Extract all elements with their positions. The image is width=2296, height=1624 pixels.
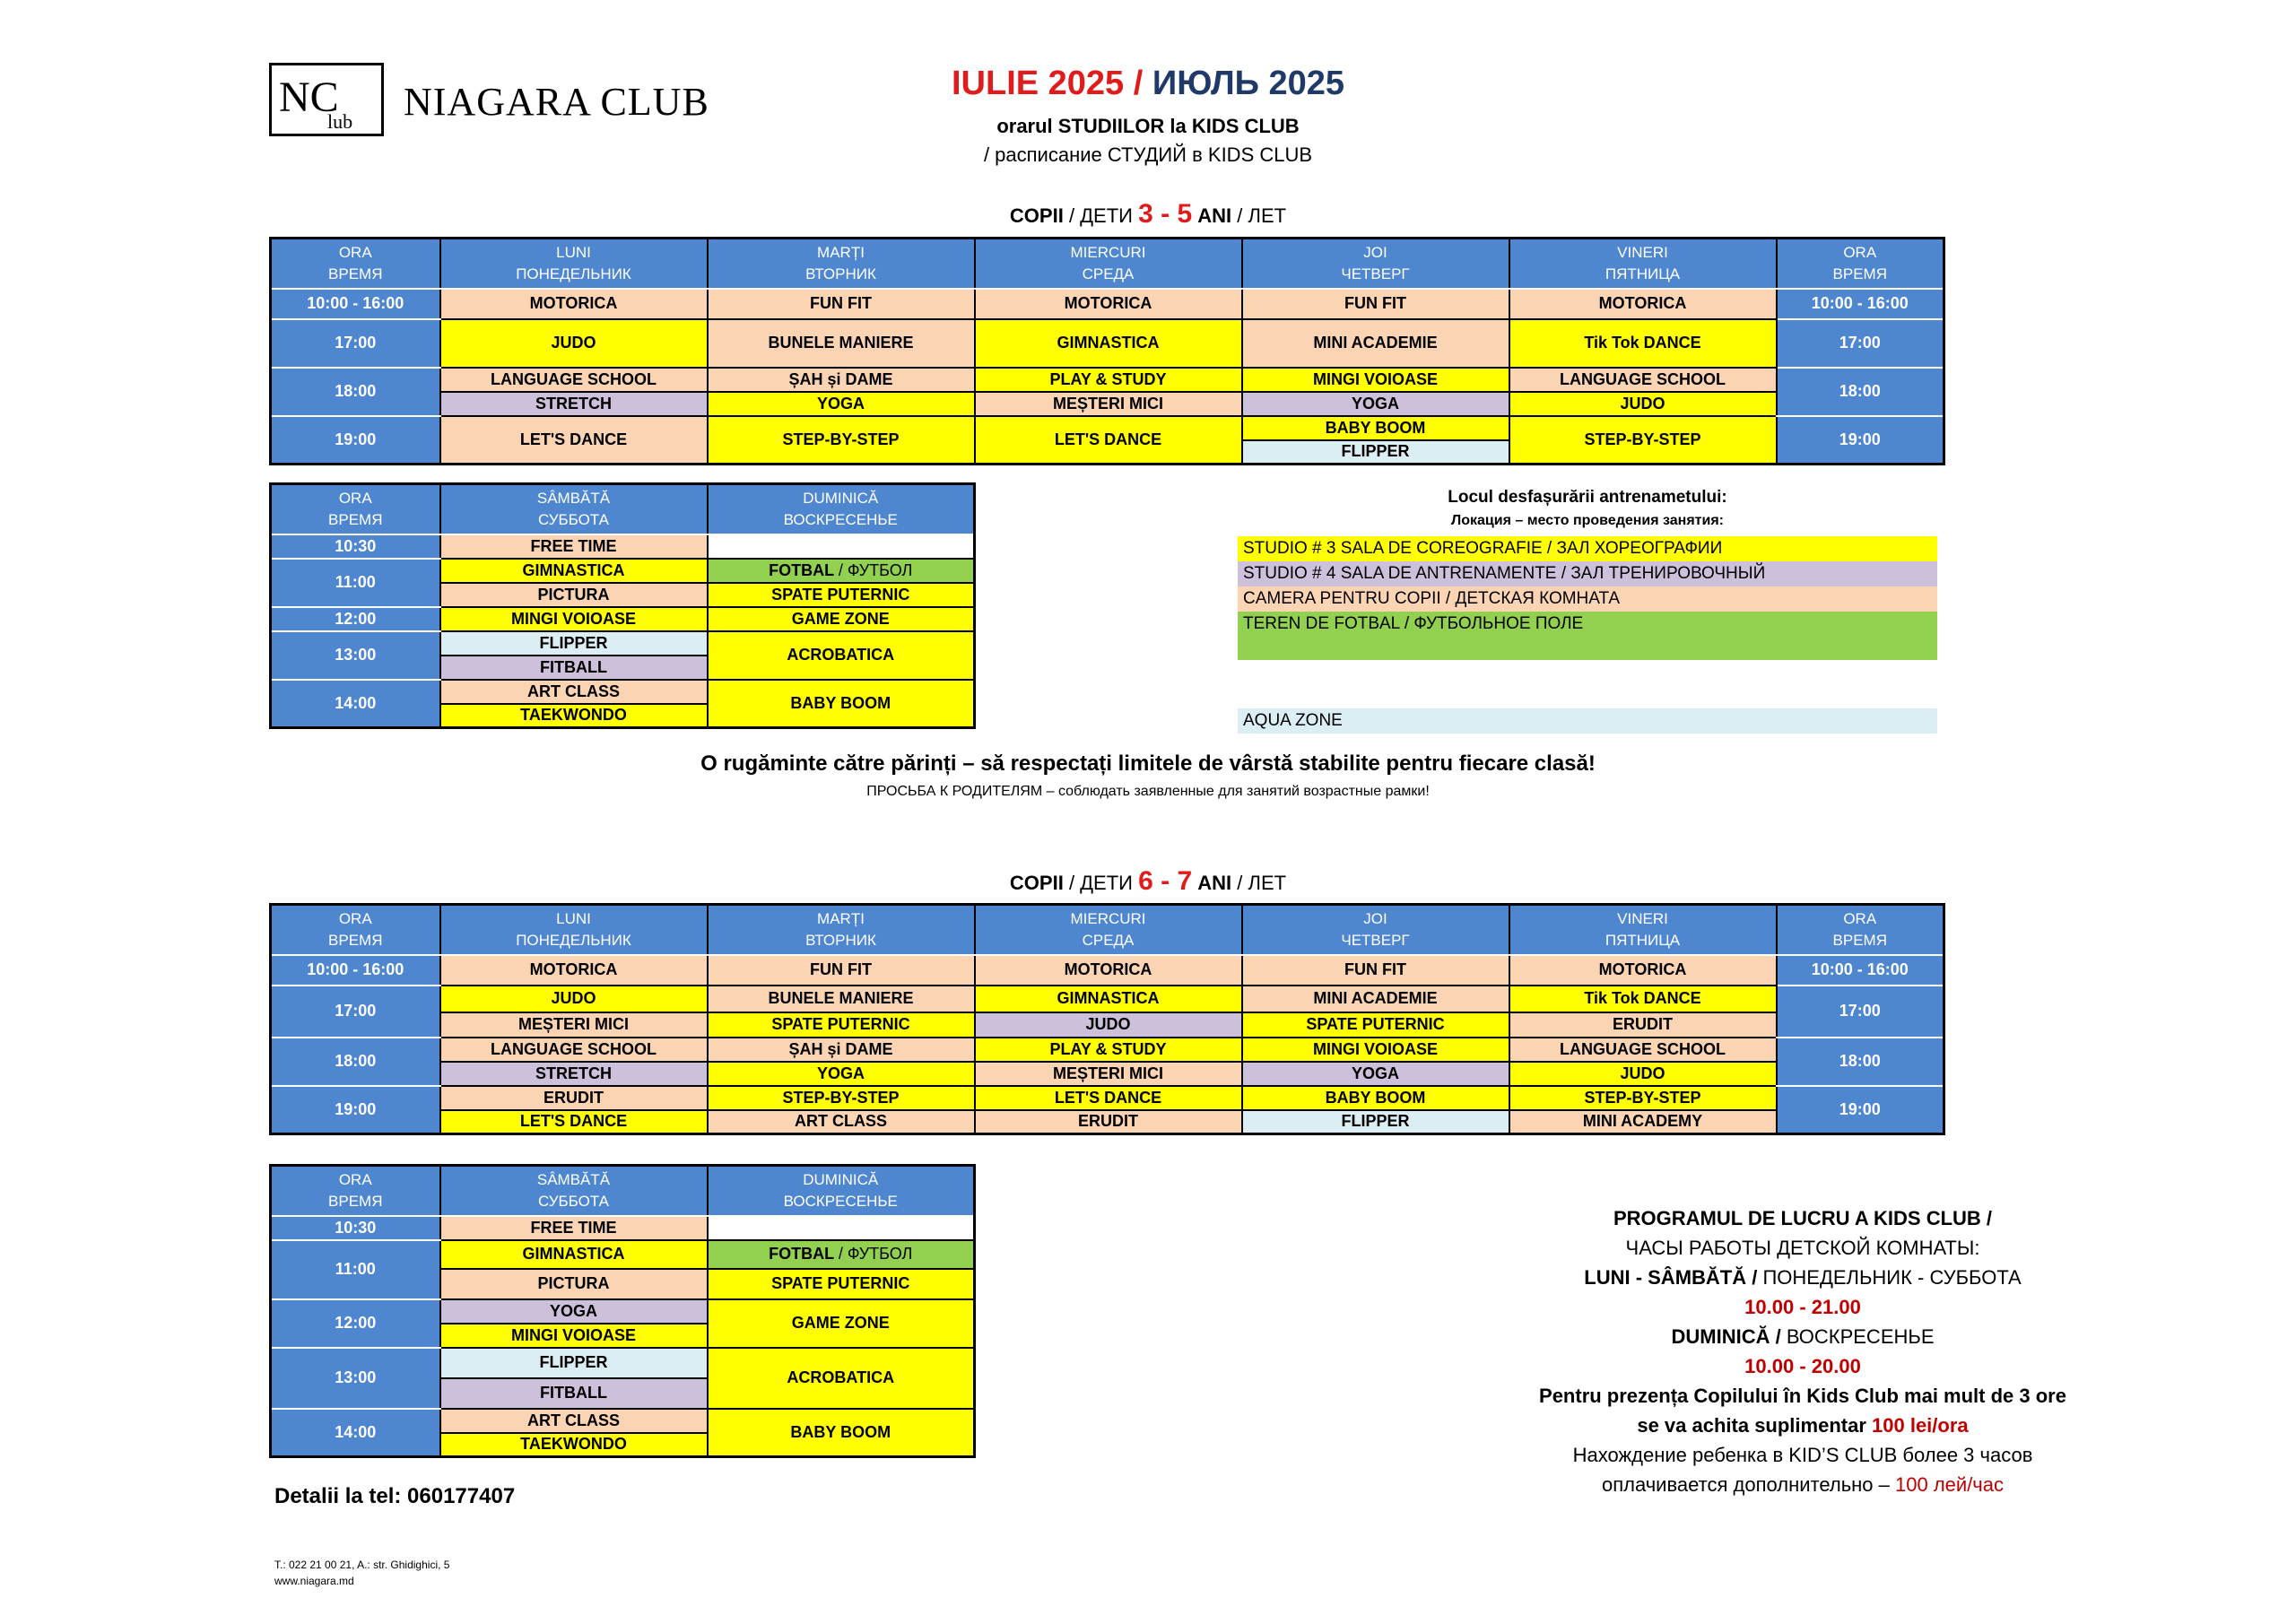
- header-luni: LUNI ПОНЕДЕЛЬНИК: [440, 905, 708, 955]
- program-sunday-hours: 10.00 - 20.00: [1744, 1355, 1861, 1377]
- class-cell: MEȘTERI MICI: [440, 1012, 708, 1038]
- footer-address: T.: 022 21 00 21, A.: str. Ghidighici, 5: [274, 1559, 450, 1571]
- class-cell: Tik Tok DANCE: [1509, 319, 1777, 368]
- title-separator: /: [1133, 65, 1144, 102]
- class-cell: STRETCH: [440, 1062, 708, 1086]
- time-cell: 10:00 - 16:00: [1777, 955, 1944, 986]
- class-cell: LANGUAGE SCHOOL: [440, 1038, 708, 1062]
- class-cell: ACROBATICA: [708, 1348, 975, 1409]
- class-cell: SPATE PUTERNIC: [708, 583, 975, 607]
- program-extra-ru-price: оплачивается дополнительно – 100 лей/час: [1601, 1473, 2005, 1496]
- class-cell: MOTORICA: [440, 289, 708, 319]
- footer-website: www.niagara.md: [274, 1575, 354, 1587]
- age-range: 6 - 7: [1138, 866, 1193, 896]
- class-cell: ȘAH și DAME: [708, 368, 975, 392]
- age-unit-ru: / ЛЕТ: [1237, 204, 1287, 227]
- time-cell: 19:00: [271, 1086, 440, 1134]
- class-cell: STEP-BY-STEP: [708, 1086, 975, 1110]
- class-cell: FREE TIME: [440, 1216, 708, 1240]
- age-unit: ANI: [1197, 204, 1232, 227]
- schedule-3-5-weekend: [269, 482, 976, 729]
- program-title-ro: PROGRAMUL DE LUCRU A KIDS CLUB /: [1613, 1207, 1993, 1229]
- class-cell: PICTURA: [440, 583, 708, 607]
- class-cell: MOTORICA: [975, 955, 1242, 986]
- class-cell: MOTORICA: [975, 289, 1242, 319]
- subtitle-ru: / расписание СТУДИЙ в KIDS CLUB: [983, 143, 1313, 166]
- class-cell: ACROBATICA: [708, 631, 975, 680]
- working-hours: [1256, 1203, 2296, 1499]
- class-cell: MINGI VOIOASE: [440, 1324, 708, 1348]
- legend-item-teren: TEREN DE FOTBAL / ФУТБОЛЬНОЕ ПОЛЕ: [1238, 612, 1937, 660]
- age-unit-ru: / ЛЕТ: [1237, 872, 1287, 894]
- class-cell: Tik Tok DANCE: [1509, 986, 1777, 1012]
- class-cell: GAME ZONE: [708, 1299, 975, 1348]
- logo-sub: lub: [327, 110, 353, 133]
- class-cell: TAEKWONDO: [440, 1433, 708, 1457]
- class-cell: FOTBAL / ФУТБОЛ: [708, 1240, 975, 1269]
- header-vineri: VINERI ПЯТНИЦА: [1509, 239, 1777, 289]
- class-cell: JUDO: [440, 319, 708, 368]
- class-cell: BUNELE MANIERE: [708, 986, 975, 1012]
- class-cell: LANGUAGE SCHOOL: [1509, 368, 1777, 392]
- time-cell: 19:00: [1777, 416, 1944, 465]
- class-cell: FOTBAL / ФУТБОЛ: [708, 559, 975, 583]
- class-cell: BUNELE MANIERE: [708, 319, 975, 368]
- class-cell: ȘAH și DAME: [708, 1038, 975, 1062]
- class-cell: MINGI VOIOASE: [1242, 368, 1509, 392]
- time-cell: 18:00: [1777, 1038, 1944, 1086]
- class-cell: LANGUAGE SCHOOL: [440, 368, 708, 392]
- age-group-3-5: [0, 199, 2296, 230]
- class-cell: SPATE PUTERNIC: [1242, 1012, 1509, 1038]
- legend-item-studio-3: STUDIO # 3 SALA DE COREOGRAFIE / ЗАЛ ХОРЕОГРАФИИ: [1238, 536, 1937, 561]
- header-joi: JOI ЧЕТВЕРГ: [1242, 239, 1509, 289]
- class-cell: FITBALL: [440, 1378, 708, 1409]
- time-cell: 18:00: [271, 368, 440, 416]
- time-cell: 11:00: [271, 559, 440, 607]
- class-cell: PLAY & STUDY: [975, 368, 1242, 392]
- contact-phone: Detalii la tel: 060177407: [274, 1484, 516, 1508]
- class-cell: SPATE PUTERNIC: [708, 1012, 975, 1038]
- header-miercuri: MIERCURI СРЕДА: [975, 905, 1242, 955]
- program-extra-ru: Нахождение ребенка в KID’S CLUB более 3 часов: [1572, 1444, 2033, 1466]
- class-cell: YOGA: [1242, 1062, 1509, 1086]
- time-cell: 19:00: [271, 416, 440, 465]
- header-time-right: ORA ВРЕМЯ: [1777, 905, 1944, 955]
- program-sunday: DUMINICĂ / ВОСКРЕСЕНЬЕ: [1671, 1325, 1935, 1348]
- month-ro: IULIE 2025: [951, 65, 1125, 102]
- notice-ro: O rugăminte către părinți – să respectați limitele de vârstă stabilite pentru fiecare clasă!: [700, 751, 1596, 776]
- class-cell: MINGI VOIOASE: [440, 607, 708, 631]
- program-extra-ro-price: se va achita suplimentar 100 lei/ora: [1637, 1414, 1969, 1437]
- time-cell: 13:00: [271, 1348, 440, 1409]
- legend-item-studio-4: STUDIO # 4 SALA DE ANTRENAMENTE / ЗАЛ ТРЕНИРОВОЧНЫЙ: [1238, 561, 1937, 586]
- class-cell: MINI ACADEMIE: [1242, 986, 1509, 1012]
- class-cell: MOTORICA: [440, 955, 708, 986]
- class-cell: ART CLASS: [440, 1409, 708, 1433]
- class-cell: ERUDIT: [975, 1110, 1242, 1134]
- age-unit: ANI: [1197, 872, 1232, 894]
- class-cell: FLIPPER: [440, 1348, 708, 1378]
- age-label-ru: / ДЕТИ: [1068, 204, 1133, 227]
- time-cell: 14:00: [271, 1409, 440, 1457]
- page-title: [0, 65, 2296, 103]
- time-cell: 13:00: [271, 631, 440, 680]
- time-cell: 10:00 - 16:00: [271, 289, 440, 319]
- notice-ru: ПРОСЬБА К РОДИТЕЛЯМ – соблюдать заявленные для занятий возрастные рамки!: [866, 784, 1430, 799]
- legend-item-aqua: AQUA ZONE: [1238, 708, 1937, 734]
- legend-title: Locul desfașurării antrenametului:: [1448, 488, 1727, 507]
- header-marti: MARȚI ВТОРНИК: [708, 905, 975, 955]
- class-cell: YOGA: [708, 392, 975, 416]
- class-cell: PICTURA: [440, 1269, 708, 1299]
- age-label: COPII: [1009, 204, 1064, 227]
- header-time: ORA ВРЕМЯ: [271, 1166, 440, 1216]
- time-cell: 18:00: [271, 1038, 440, 1086]
- class-cell: TAEKWONDO: [440, 704, 708, 728]
- class-cell: LET'S DANCE: [440, 416, 708, 465]
- program-extra-ro: Pentru prezența Copilului în Kids Club mai mult de 3 ore: [1539, 1385, 2066, 1407]
- header-time: ORA ВРЕМЯ: [271, 484, 440, 534]
- class-cell: SPATE PUTERNIC: [708, 1269, 975, 1299]
- header-sambata: SÂMBĂTĂ СУББОТА: [440, 1166, 708, 1216]
- class-cell: BABY BOOM: [708, 680, 975, 728]
- class-cell: LANGUAGE SCHOOL: [1509, 1038, 1777, 1062]
- class-cell: GIMNASTICA: [440, 1240, 708, 1269]
- header-vineri: VINERI ПЯТНИЦА: [1509, 905, 1777, 955]
- schedule-3-5-weekdays: [269, 237, 1945, 465]
- class-cell: MINGI VOIOASE: [1242, 1038, 1509, 1062]
- class-cell: MOTORICA: [1509, 289, 1777, 319]
- class-cell: YOGA: [440, 1299, 708, 1324]
- class-cell: GAME ZONE: [708, 607, 975, 631]
- time-cell: 10:00 - 16:00: [271, 955, 440, 986]
- age-range: 3 - 5: [1138, 199, 1193, 229]
- age-label-ru: / ДЕТИ: [1068, 872, 1133, 894]
- header-miercuri: MIERCURI СРЕДА: [975, 239, 1242, 289]
- empty-cell: [708, 534, 975, 559]
- program-weekdays-hours: 10.00 - 21.00: [1744, 1296, 1861, 1318]
- time-cell: 18:00: [1777, 368, 1944, 416]
- class-cell: FUN FIT: [1242, 955, 1509, 986]
- class-cell: BABY BOOM: [708, 1409, 975, 1457]
- class-cell: FLIPPER: [440, 631, 708, 656]
- class-cell: MEȘTERI MICI: [975, 392, 1242, 416]
- time-cell: 17:00: [1777, 319, 1944, 368]
- class-cell: ART CLASS: [708, 1110, 975, 1134]
- month-ru: ИЮЛЬ 2025: [1152, 65, 1345, 102]
- class-cell: FLIPPER: [1242, 440, 1509, 465]
- program-title-ru: ЧАСЫ РАБОТЫ ДЕТСКОЙ КОМНАТЫ:: [1625, 1237, 1980, 1259]
- time-cell: 19:00: [1777, 1086, 1944, 1134]
- class-cell: FREE TIME: [440, 534, 708, 559]
- schedule-6-7-weekend: [269, 1164, 976, 1458]
- class-cell: ERUDIT: [1509, 1012, 1777, 1038]
- class-cell: BABY BOOM: [1242, 1086, 1509, 1110]
- class-cell: ART CLASS: [440, 680, 708, 704]
- class-cell: YOGA: [1242, 392, 1509, 416]
- class-cell: PLAY & STUDY: [975, 1038, 1242, 1062]
- class-cell: FUN FIT: [708, 289, 975, 319]
- class-cell: STEP-BY-STEP: [708, 416, 975, 465]
- logo-monogram: NC: [279, 74, 339, 121]
- class-cell: JUDO: [1509, 1062, 1777, 1086]
- subtitle-ro: orarul STUDIILOR la KIDS CLUB: [996, 115, 1300, 137]
- class-cell: MINI ACADEMY: [1509, 1110, 1777, 1134]
- class-cell: MINI ACADEMIE: [1242, 319, 1509, 368]
- time-cell: 11:00: [271, 1240, 440, 1299]
- class-cell: ERUDIT: [440, 1086, 708, 1110]
- time-cell: 17:00: [271, 986, 440, 1038]
- class-cell: JUDO: [1509, 392, 1777, 416]
- legend-subtitle: Локация – место проведения занятия:: [1450, 513, 1724, 528]
- class-cell: MOTORICA: [1509, 955, 1777, 986]
- time-cell: 12:00: [271, 607, 440, 631]
- schedule-6-7-weekdays: [269, 903, 1945, 1135]
- header-joi: JOI ЧЕТВЕРГ: [1242, 905, 1509, 955]
- legend-item-camera: CAMERA PENTRU COPII / ДЕТСКАЯ КОМНАТА: [1238, 586, 1937, 612]
- class-cell: GIMNASTICA: [975, 986, 1242, 1012]
- header-marti: MARȚI ВТОРНИК: [708, 239, 975, 289]
- class-cell: FUN FIT: [1242, 289, 1509, 319]
- class-cell: JUDO: [440, 986, 708, 1012]
- class-cell: LET'S DANCE: [975, 1086, 1242, 1110]
- class-cell: LET'S DANCE: [440, 1110, 708, 1134]
- empty-cell: [708, 1216, 975, 1240]
- class-cell: GIMNASTICA: [440, 559, 708, 583]
- time-cell: 14:00: [271, 680, 440, 728]
- class-cell: LET'S DANCE: [975, 416, 1242, 465]
- class-cell: STEP-BY-STEP: [1509, 416, 1777, 465]
- class-cell: MEȘTERI MICI: [975, 1062, 1242, 1086]
- time-cell: 10:30: [271, 534, 440, 559]
- header-duminica: DUMINICĂ ВОСКРЕСЕНЬЕ: [708, 484, 975, 534]
- header-sambata: SÂMBĂTĂ СУББОТА: [440, 484, 708, 534]
- time-cell: 10:00 - 16:00: [1777, 289, 1944, 319]
- class-cell: FUN FIT: [708, 955, 975, 986]
- class-cell: BABY BOOM: [1242, 416, 1509, 440]
- class-cell: YOGA: [708, 1062, 975, 1086]
- time-cell: 10:30: [271, 1216, 440, 1240]
- time-cell: 17:00: [1777, 986, 1944, 1038]
- age-group-6-7: [0, 866, 2296, 897]
- class-cell: FITBALL: [440, 656, 708, 680]
- age-label: COPII: [1009, 872, 1064, 894]
- header-time-right: ORA ВРЕМЯ: [1777, 239, 1944, 289]
- header-duminica: DUMINICĂ ВОСКРЕСЕНЬЕ: [708, 1166, 975, 1216]
- program-weekdays: LUNI - SÂMBĂTĂ / ПОНЕДЕЛЬНИК - СУББОТА: [1584, 1266, 2022, 1289]
- header-time: ORA ВРЕМЯ: [271, 905, 440, 955]
- time-cell: 17:00: [271, 319, 440, 368]
- time-cell: 12:00: [271, 1299, 440, 1348]
- logo-name: NIAGARA CLUB: [404, 80, 709, 124]
- class-cell: STEP-BY-STEP: [1509, 1086, 1777, 1110]
- class-cell: STRETCH: [440, 392, 708, 416]
- header-luni: LUNI ПОНЕДЕЛЬНИК: [440, 239, 708, 289]
- class-cell: FLIPPER: [1242, 1110, 1509, 1134]
- class-cell: JUDO: [975, 1012, 1242, 1038]
- header-time: ORA ВРЕМЯ: [271, 239, 440, 289]
- class-cell: GIMNASTICA: [975, 319, 1242, 368]
